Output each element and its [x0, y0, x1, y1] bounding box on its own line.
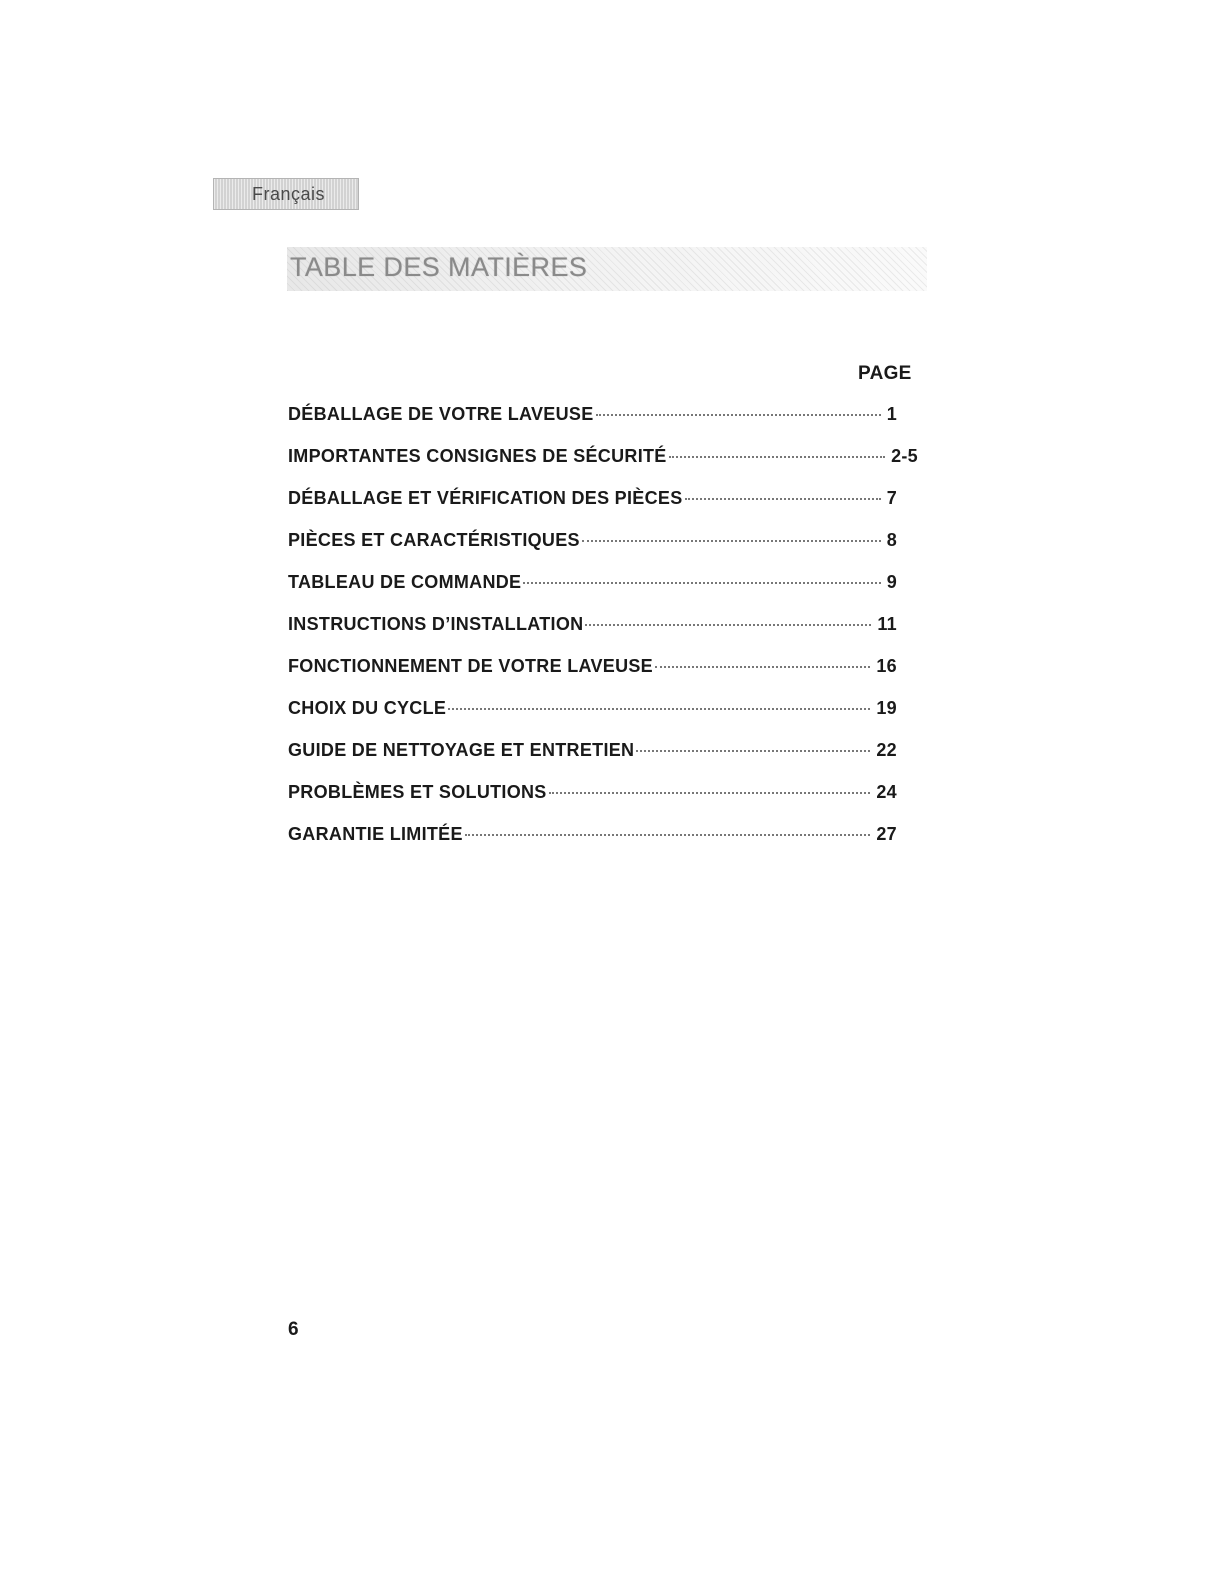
toc-entry-title: CHOIX DU CYCLE	[288, 698, 447, 718]
toc-entry-pieces-caracteristiques[interactable]	[288, 530, 897, 556]
dot-leader	[549, 792, 871, 794]
toc-entry-title: FONCTIONNEMENT DE VOTRE LAVEUSE	[288, 656, 653, 676]
language-tab	[213, 178, 359, 210]
toc-entry-page: 19	[876, 698, 897, 718]
toc-entry-title: GARANTIE LIMITÉE	[288, 824, 463, 844]
toc-entry-page: 9	[886, 572, 897, 592]
dot-leader	[655, 666, 870, 668]
dot-leader	[465, 834, 871, 836]
dot-leader	[596, 414, 881, 416]
toc-entry-page: 24	[876, 782, 897, 802]
toc-entry-problemes-solutions[interactable]	[288, 782, 897, 808]
toc-entry-verification-pieces[interactable]	[288, 488, 897, 514]
toc-entry-fonctionnement[interactable]	[288, 656, 897, 682]
dot-leader	[448, 708, 870, 710]
toc-entry-page: 2-5	[891, 446, 918, 466]
page-column-header: PAGE	[858, 363, 912, 384]
toc-entry-title: IMPORTANTES CONSIGNES DE SÉCURITÉ	[288, 446, 667, 466]
page-title: TABLE DES MATIÈRES	[290, 252, 588, 282]
dot-leader	[585, 624, 871, 626]
language-label: Français	[252, 184, 326, 204]
toc-entry-title: DÉBALLAGE ET VÉRIFICATION DES PIÈCES	[288, 488, 683, 508]
dot-leader	[636, 750, 870, 752]
dot-leader	[669, 456, 885, 458]
toc-entry-guide-nettoyage[interactable]	[288, 740, 897, 766]
toc-entry-title: GUIDE DE NETTOYAGE ET ENTRETIEN	[288, 740, 635, 760]
dot-leader	[582, 540, 881, 542]
toc-entry-consignes-securite[interactable]	[288, 446, 918, 472]
dot-leader	[685, 498, 881, 500]
page-number: 6	[288, 1319, 299, 1340]
toc-entry-tableau-commande[interactable]	[288, 572, 897, 598]
toc-entry-title: DÉBALLAGE DE VOTRE LAVEUSE	[288, 404, 594, 424]
toc-entry-page: 11	[877, 614, 897, 634]
toc-entry-garantie[interactable]	[288, 824, 897, 850]
toc-entry-page: 16	[876, 656, 897, 676]
toc-entry-page: 7	[886, 488, 897, 508]
toc-entry-page: 1	[886, 404, 897, 424]
toc-entry-page: 27	[876, 824, 897, 844]
toc-entry-title: PROBLÈMES ET SOLUTIONS	[288, 782, 547, 802]
toc-entry-title: INSTRUCTIONS D’INSTALLATION	[288, 614, 584, 634]
toc-entry-deballage-laveuse[interactable]	[288, 404, 897, 430]
toc-entry-title: TABLEAU DE COMMANDE	[288, 572, 522, 592]
toc-entry-choix-cycle[interactable]	[288, 698, 897, 724]
toc-entry-instructions-installation[interactable]	[288, 614, 897, 640]
title-banner	[287, 247, 927, 291]
toc-entry-page: 22	[876, 740, 897, 760]
dot-leader	[523, 582, 880, 584]
toc-entry-page: 8	[886, 530, 897, 550]
toc-entry-title: PIÈCES ET CARACTÉRISTIQUES	[288, 530, 580, 550]
